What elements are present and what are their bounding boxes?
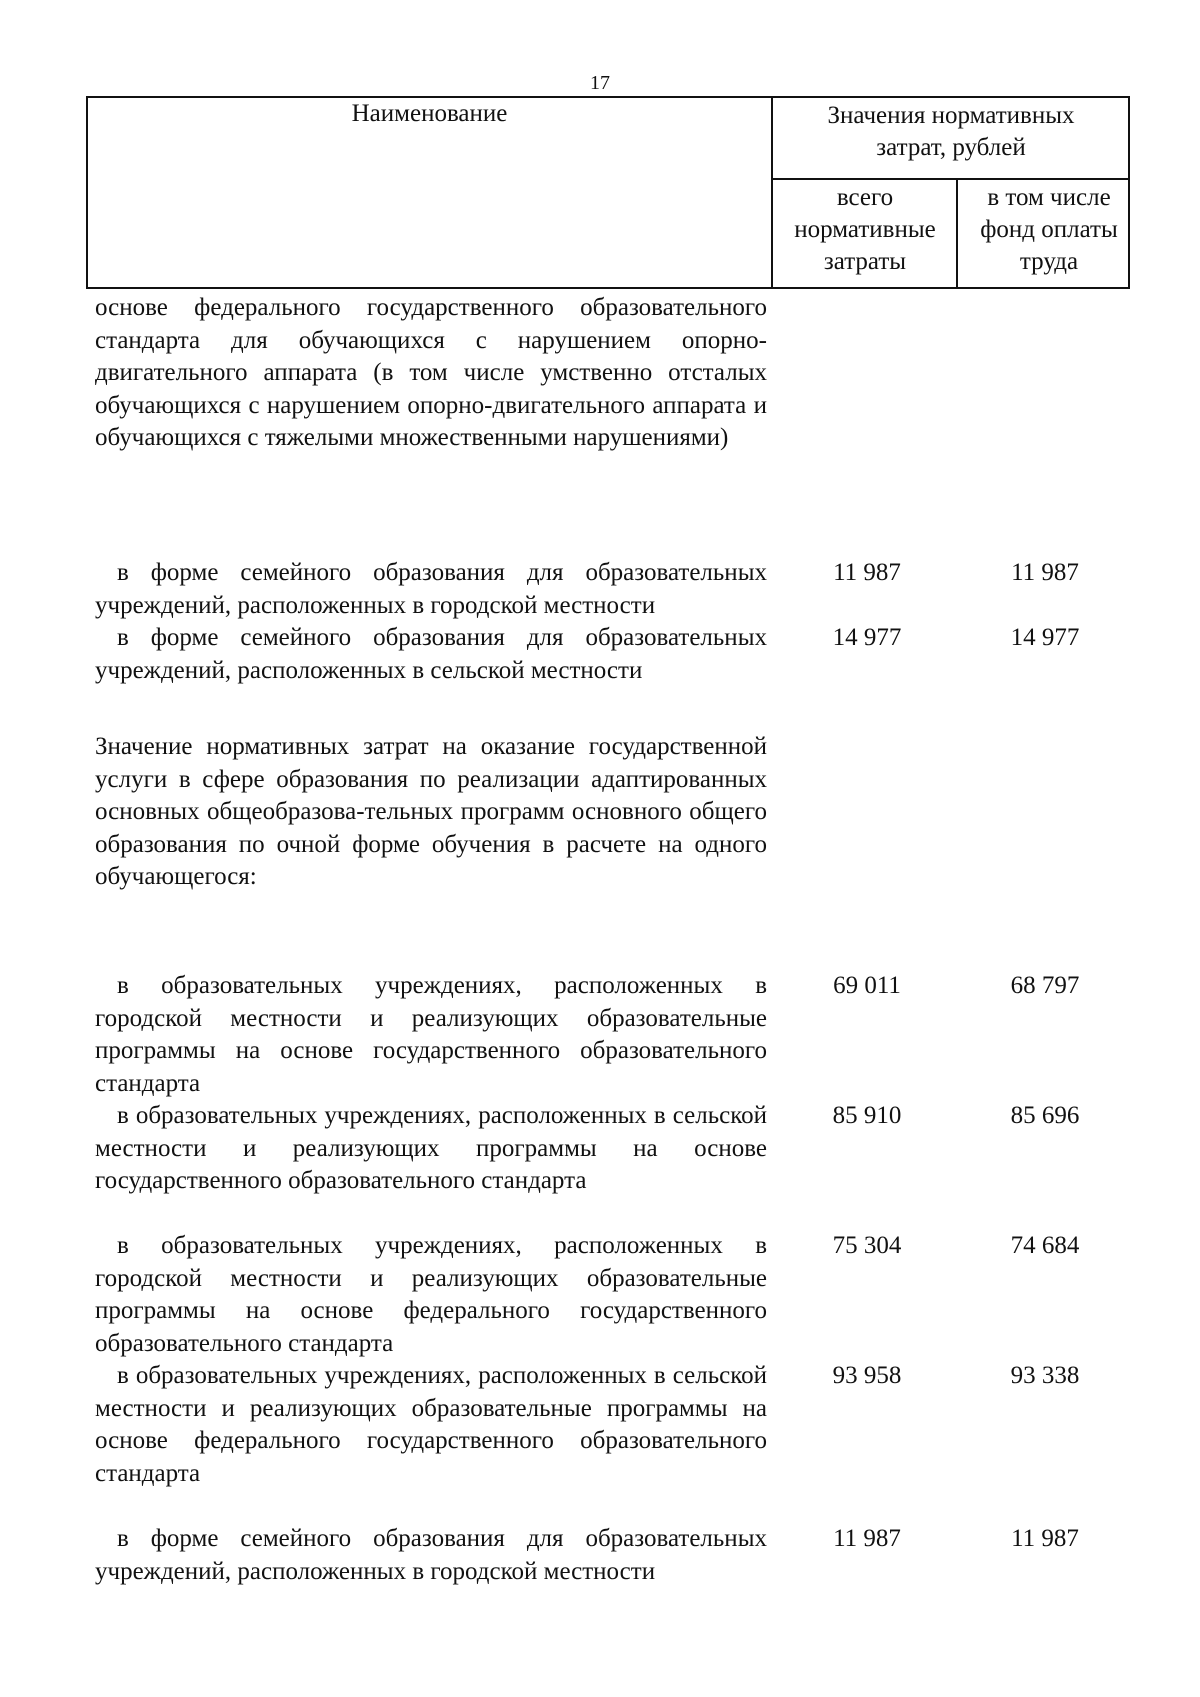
header-values-group: Значения нормативных затрат, рублей (827, 102, 1075, 161)
table-row-text: основе федерального государственного образовательного стандарта для обучающихся с нарушением опорно-двигательного аппарата (в том числе умственно отсталых обучающихся с нарушением опорно-двигательного аппарата и обучающихся с тяжелыми множественными нарушениями) (95, 294, 767, 451)
table-row-fot: 11 987 (1011, 1525, 1079, 1552)
table-row-fot: 68 797 (1010, 972, 1080, 999)
table-row-total: 69 011 (833, 972, 901, 999)
header-total-column: всего нормативные затраты (794, 184, 936, 275)
table-row-total: 11 987 (833, 559, 901, 586)
header-divider-name (771, 96, 773, 289)
table-row-fot: 85 696 (1010, 1102, 1080, 1129)
header-border-right (1128, 96, 1130, 289)
table-row-text: в образовательных учреждениях, расположенных в сельской местности и реализующих программы на основе государственного образовательного стандарта (95, 1102, 767, 1194)
table-row-fot: 74 684 (1010, 1232, 1080, 1259)
table-row-text: в образовательных учреждениях, расположенных в городской местности и реализующих образовательные программы на основе государственного образовательного стандарта (95, 972, 767, 1097)
table-row-total: 93 958 (832, 1362, 902, 1389)
table-row-total: 14 977 (832, 624, 902, 651)
table-row-text: в образовательных учреждениях, расположенных в городской местности и реализующих образовательные программы на основе федерального государственного образовательного стандарта (95, 1232, 767, 1357)
header-divider-values (956, 178, 958, 289)
header-border-middle (771, 178, 1130, 180)
table-row-fot: 14 977 (1010, 624, 1080, 651)
header-name-column: Наименование (351, 100, 508, 127)
table-header (86, 96, 1130, 289)
header-fot-column: в том числе фонд оплаты труда (980, 184, 1118, 275)
table-row-text: в форме семейного образования для образовательных учреждений, расположенных в сельской местности (95, 624, 767, 684)
table-row-total: 11 987 (833, 1525, 901, 1552)
table-row-total: 85 910 (832, 1102, 902, 1129)
table-row-text: в форме семейного образования для образовательных учреждений, расположенных в городской местности (95, 559, 767, 619)
table-row-text: Значение нормативных затрат на оказание государственной услуги в сфере образования по реализации адаптированных основных общеобразова-тельных программ основного общего образования по очной форме обучения в расчете на одного обучающегося: (95, 733, 767, 890)
page-number: 17 (590, 72, 610, 94)
table-row-total: 75 304 (832, 1232, 902, 1259)
header-border-bottom (86, 287, 1130, 289)
table-row-fot: 93 338 (1010, 1362, 1080, 1389)
table-row-text: в форме семейного образования для образовательных учреждений, расположенных в городской местности (95, 1525, 767, 1585)
table-row-fot: 11 987 (1011, 559, 1079, 586)
table-row-text: в образовательных учреждениях, расположенных в сельской местности и реализующих образовательные программы на основе федерального государственного образовательного стандарта (95, 1362, 767, 1487)
